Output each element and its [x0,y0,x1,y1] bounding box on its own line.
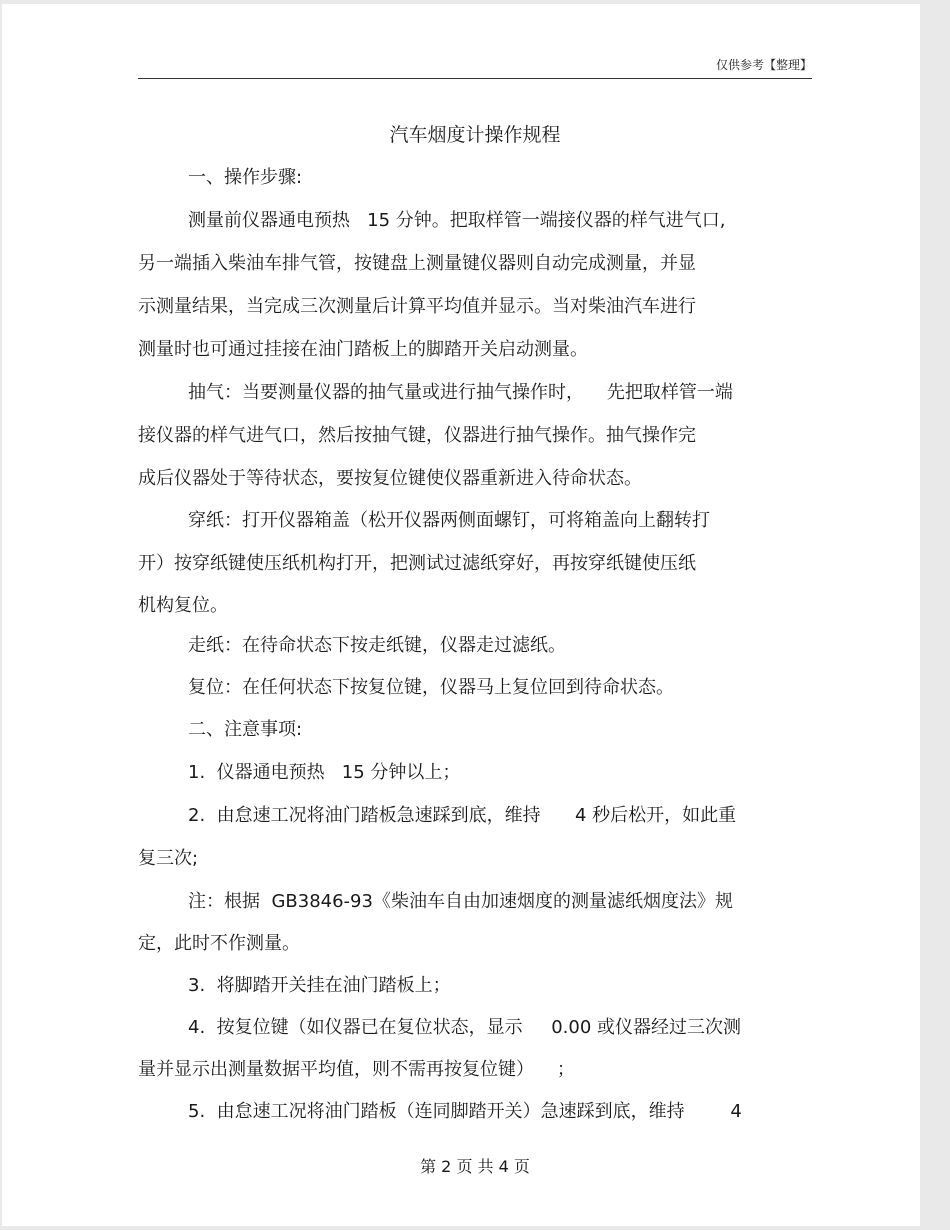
paragraph-line: 复位：在任何状态下按复位键，仪器马上复位回到待命状态。 [188,677,674,698]
list-item: 2. 由怠速工况将油门踏板急速踩到底，维持 4 秒后松开，如此重 [188,805,737,826]
section-heading: 一、操作步骤: [188,167,303,188]
list-item: 量并显示出测量数据平均值，则不需再按复位键） ； [138,1059,575,1080]
list-item: 4. 按复位键（如仪器已在复位状态，显示 0.00 或仪器经过三次测 [188,1017,742,1038]
paragraph-line: 穿纸：打开仪器箱盖（松开仪器两侧面螺钉，可将箱盖向上翻转打 [188,510,710,531]
paragraph-line: 机构复位。 [138,595,228,616]
document-page [2,4,920,1226]
note-line: 定，此时不作测量。 [138,933,300,954]
paragraph-line: 接仪器的样气进气口，然后按抽气键，仪器进行抽气操作。抽气操作完 [138,425,696,446]
paragraph-line: 成后仪器处于等待状态，要按复位键使仪器重新进入待命状态。 [138,468,642,489]
note-line: 注：根据 GB3846-93《柴油车自由加速烟度的测量滤纸烟度法》规 [188,891,733,912]
paragraph-line: 开）按穿纸键使压纸机构打开，把测试过滤纸穿好，再按穿纸键使压纸 [138,553,696,574]
list-item: 5. 由怠速工况将油门踏板（连同脚踏开关）急速踩到底，维持 4 [188,1101,742,1122]
paragraph-line: 走纸：在待命状态下按走纸键，仪器走过滤纸。 [188,635,566,656]
paragraph-line: 测量前仪器通电预热 15 分钟。把取样管一端接仪器的样气进气口, [188,210,726,231]
list-item: 3. 将脚踏开关挂在油门踏板上； [188,975,451,996]
document-title: 汽车烟度计操作规程 [389,124,561,146]
page-header: 仅供参考【整理】 [715,58,812,72]
paragraph-line: 抽气：当要测量仪器的抽气量或进行抽气操作时， 先把取样管一端 [188,382,733,403]
header-rule [138,78,812,79]
section-heading: 二、注意事项: [188,719,303,740]
list-item: 1. 仪器通电预热 15 分钟以上； [188,762,461,783]
list-item: 复三次; [138,848,199,869]
paragraph-line: 另一端插入柴油车排气管，按键盘上测量键仪器则自动完成测量，并显 [138,253,696,274]
paragraph-line: 测量时也可通过挂接在油门踏板上的脚踏开关启动测量。 [138,339,588,360]
paragraph-line: 示测量结果，当完成三次测量后计算平均值并显示。当对柴油汽车进行 [138,296,696,317]
page-footer: 第 2 页 共 4 页 [420,1157,530,1176]
